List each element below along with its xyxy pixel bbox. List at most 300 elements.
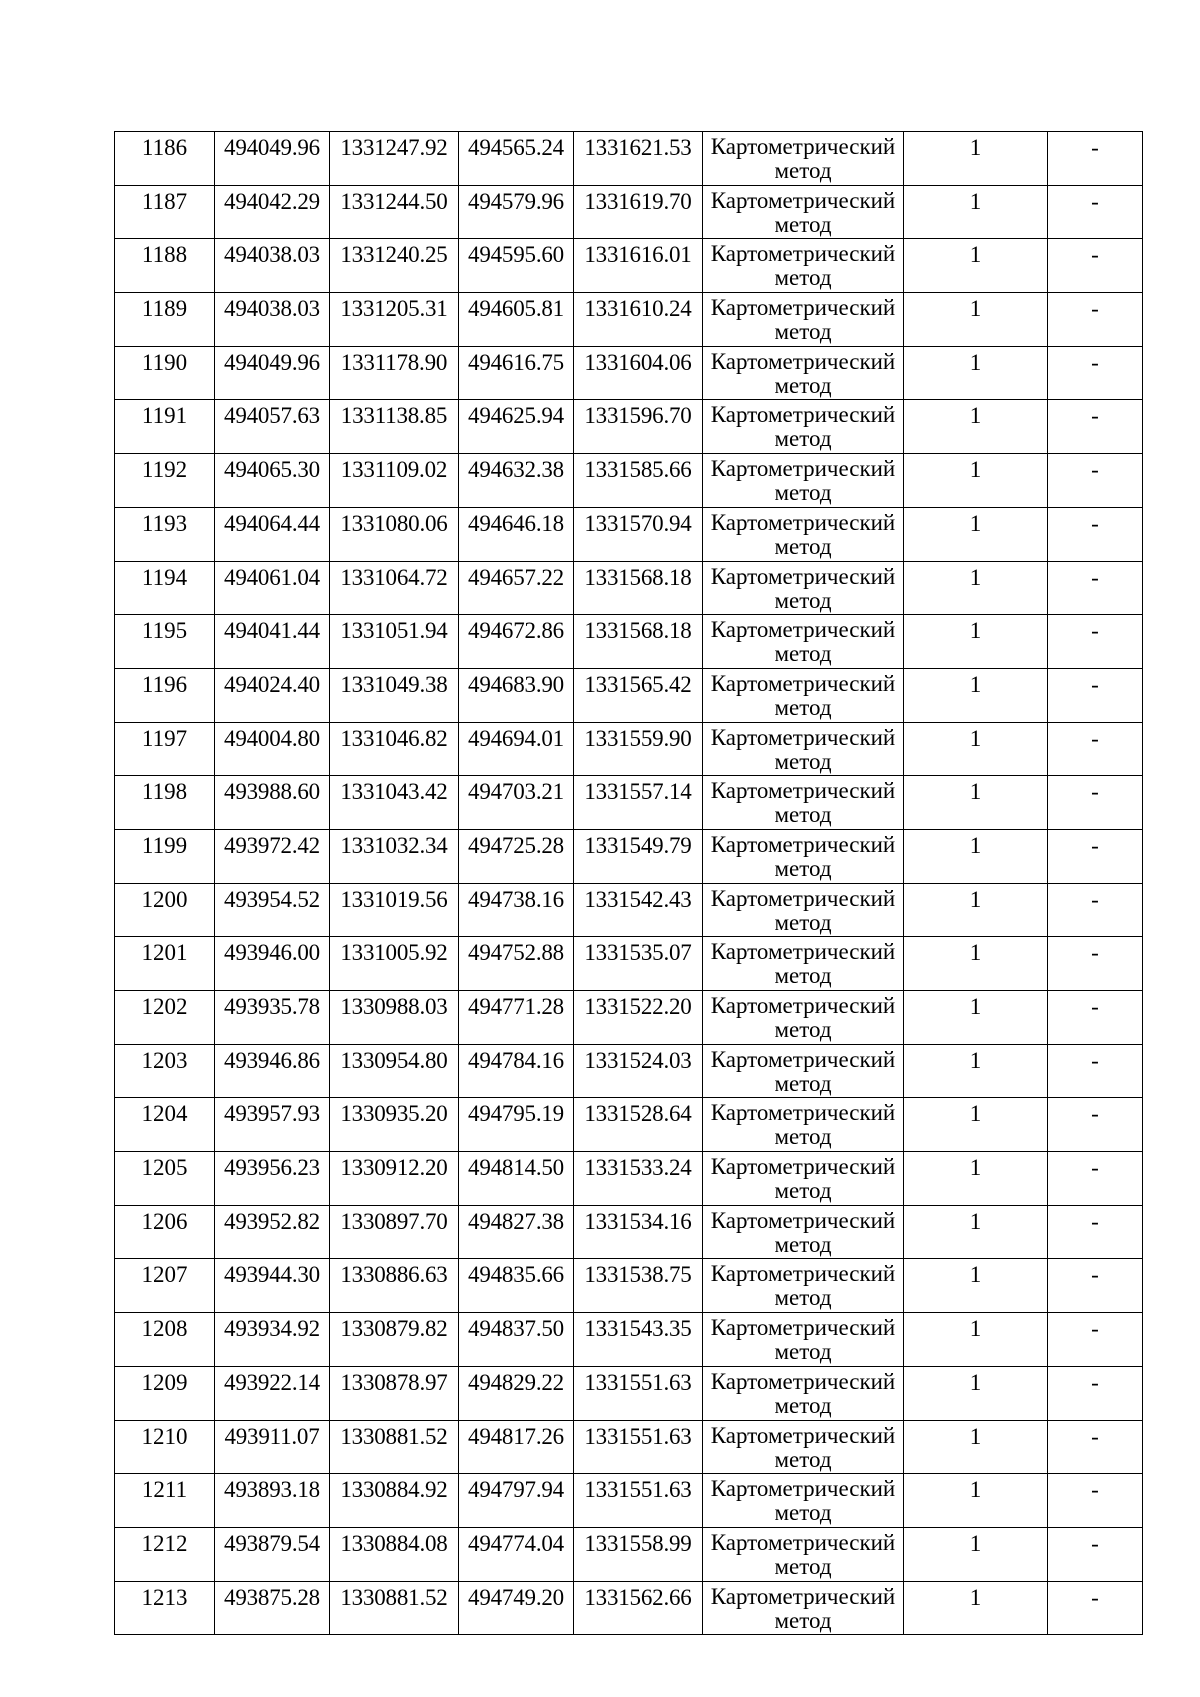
y2-cell: 1331543.35: [574, 1313, 703, 1367]
precision-cell: 1: [904, 615, 1048, 669]
y2-cell: 1331533.24: [574, 1152, 703, 1206]
point-number-cell: 1204: [115, 1098, 215, 1152]
y2-cell: 1331616.01: [574, 239, 703, 293]
method-line-2: метод: [774, 426, 832, 452]
y2-cell: 1331558.99: [574, 1527, 703, 1581]
precision-cell: 1: [904, 1474, 1048, 1528]
x1-cell: 494049.96: [215, 132, 330, 186]
x1-cell: 493911.07: [215, 1420, 330, 1474]
y1-cell: 1330988.03: [330, 991, 459, 1045]
x2-cell: 494835.66: [459, 1259, 574, 1313]
method-line-2: метод: [774, 1339, 832, 1365]
y2-cell: 1331534.16: [574, 1205, 703, 1259]
point-number-cell: 1195: [115, 615, 215, 669]
precision-cell: 1: [904, 1205, 1048, 1259]
method-cell: [703, 1205, 904, 1259]
y2-cell: 1331562.66: [574, 1581, 703, 1635]
coordinates-table: [114, 131, 1143, 1635]
method-cell: [703, 829, 904, 883]
x2-cell: 494595.60: [459, 239, 574, 293]
x1-cell: 493944.30: [215, 1259, 330, 1313]
y1-cell: 1331244.50: [330, 185, 459, 239]
method-line-2: метод: [774, 748, 832, 774]
table-row: [115, 1313, 1143, 1367]
precision-cell: 1: [904, 293, 1048, 347]
point-number-cell: 1212: [115, 1527, 215, 1581]
table-row: [115, 1044, 1143, 1098]
point-number-cell: 1187: [115, 185, 215, 239]
method-line-1: Картометрический: [710, 831, 896, 857]
method-line-1: Картометрический: [710, 1368, 896, 1394]
note-cell: -: [1048, 668, 1143, 722]
y2-cell: 1331557.14: [574, 776, 703, 830]
y1-cell: 1331247.92: [330, 132, 459, 186]
y2-cell: 1331570.94: [574, 507, 703, 561]
precision-cell: 1: [904, 1366, 1048, 1420]
method-line-1: Картометрический: [710, 348, 896, 374]
table-row: [115, 1581, 1143, 1635]
point-number-cell: 1203: [115, 1044, 215, 1098]
note-cell: -: [1048, 883, 1143, 937]
y2-cell: 1331538.75: [574, 1259, 703, 1313]
y2-cell: 1331621.53: [574, 132, 703, 186]
x1-cell: 493934.92: [215, 1313, 330, 1367]
point-number-cell: 1198: [115, 776, 215, 830]
point-number-cell: 1206: [115, 1205, 215, 1259]
method-cell: [703, 1152, 904, 1206]
table-row: [115, 722, 1143, 776]
note-cell: -: [1048, 400, 1143, 454]
method-cell: [703, 722, 904, 776]
y2-cell: 1331524.03: [574, 1044, 703, 1098]
method-cell: [703, 507, 904, 561]
precision-cell: 1: [904, 400, 1048, 454]
x2-cell: 494657.22: [459, 561, 574, 615]
point-number-cell: 1213: [115, 1581, 215, 1635]
table-row: [115, 400, 1143, 454]
x1-cell: 494065.30: [215, 454, 330, 508]
method-line-1: Картометрический: [710, 778, 896, 804]
y1-cell: 1331049.38: [330, 668, 459, 722]
x1-cell: 494049.96: [215, 346, 330, 400]
precision-cell: 1: [904, 1420, 1048, 1474]
table-row: [115, 1474, 1143, 1528]
table-row: [115, 829, 1143, 883]
x2-cell: 494683.90: [459, 668, 574, 722]
y2-cell: 1331585.66: [574, 454, 703, 508]
x1-cell: 493922.14: [215, 1366, 330, 1420]
method-line-1: Картометрический: [710, 1476, 896, 1502]
x1-cell: 493946.86: [215, 1044, 330, 1098]
y1-cell: 1331051.94: [330, 615, 459, 669]
method-line-1: Картометрический: [710, 402, 896, 428]
table-row: [115, 883, 1143, 937]
method-line-2: метод: [774, 963, 832, 989]
x2-cell: 494829.22: [459, 1366, 574, 1420]
note-cell: -: [1048, 1366, 1143, 1420]
y1-cell: 1331240.25: [330, 239, 459, 293]
method-line-1: Картометрический: [710, 456, 896, 482]
y1-cell: 1330886.63: [330, 1259, 459, 1313]
method-line-1: Картометрический: [710, 187, 896, 213]
precision-cell: 1: [904, 1527, 1048, 1581]
note-cell: -: [1048, 1152, 1143, 1206]
note-cell: -: [1048, 937, 1143, 991]
precision-cell: 1: [904, 1044, 1048, 1098]
method-line-2: метод: [774, 480, 832, 506]
x2-cell: 494703.21: [459, 776, 574, 830]
table-row: [115, 1366, 1143, 1420]
y1-cell: 1330884.92: [330, 1474, 459, 1528]
y2-cell: 1331568.18: [574, 561, 703, 615]
method-line-1: Картометрический: [710, 1422, 896, 1448]
y1-cell: 1331019.56: [330, 883, 459, 937]
y2-cell: 1331551.63: [574, 1420, 703, 1474]
x2-cell: 494646.18: [459, 507, 574, 561]
table-row: [115, 937, 1143, 991]
x2-cell: 494784.16: [459, 1044, 574, 1098]
precision-cell: 1: [904, 776, 1048, 830]
y1-cell: 1330879.82: [330, 1313, 459, 1367]
method-line-1: Картометрический: [710, 670, 896, 696]
method-line-2: метод: [774, 1446, 832, 1472]
note-cell: -: [1048, 1313, 1143, 1367]
y2-cell: 1331596.70: [574, 400, 703, 454]
precision-cell: 1: [904, 1581, 1048, 1635]
y1-cell: 1331046.82: [330, 722, 459, 776]
point-number-cell: 1192: [115, 454, 215, 508]
method-cell: [703, 346, 904, 400]
precision-cell: 1: [904, 1152, 1048, 1206]
method-line-1: Картометрический: [710, 241, 896, 267]
x2-cell: 494625.94: [459, 400, 574, 454]
x2-cell: 494771.28: [459, 991, 574, 1045]
note-cell: -: [1048, 615, 1143, 669]
table-row: [115, 1152, 1143, 1206]
point-number-cell: 1189: [115, 293, 215, 347]
method-line-2: метод: [774, 1070, 832, 1096]
point-number-cell: 1196: [115, 668, 215, 722]
y2-cell: 1331610.24: [574, 293, 703, 347]
table-row: [115, 1259, 1143, 1313]
y1-cell: 1331032.34: [330, 829, 459, 883]
point-number-cell: 1202: [115, 991, 215, 1045]
x1-cell: 493972.42: [215, 829, 330, 883]
x2-cell: 494774.04: [459, 1527, 574, 1581]
y2-cell: 1331528.64: [574, 1098, 703, 1152]
precision-cell: 1: [904, 937, 1048, 991]
x1-cell: 494004.80: [215, 722, 330, 776]
x1-cell: 493893.18: [215, 1474, 330, 1528]
method-line-2: метод: [774, 1231, 832, 1257]
method-cell: [703, 1527, 904, 1581]
note-cell: -: [1048, 561, 1143, 615]
method-line-1: Картометрический: [710, 1261, 896, 1287]
y1-cell: 1331064.72: [330, 561, 459, 615]
table-row: [115, 1420, 1143, 1474]
method-cell: [703, 1313, 904, 1367]
method-cell: [703, 185, 904, 239]
method-cell: [703, 132, 904, 186]
method-line-1: Картометрический: [710, 1154, 896, 1180]
method-cell: [703, 239, 904, 293]
x2-cell: 494738.16: [459, 883, 574, 937]
method-cell: [703, 668, 904, 722]
method-cell: [703, 937, 904, 991]
x1-cell: 493875.28: [215, 1581, 330, 1635]
note-cell: -: [1048, 185, 1143, 239]
x1-cell: 494061.04: [215, 561, 330, 615]
x2-cell: 494694.01: [459, 722, 574, 776]
method-cell: [703, 1474, 904, 1528]
precision-cell: 1: [904, 829, 1048, 883]
table-body: [115, 132, 1143, 1635]
table-row: [115, 454, 1143, 508]
point-number-cell: 1209: [115, 1366, 215, 1420]
point-number-cell: 1190: [115, 346, 215, 400]
method-line-2: метод: [774, 265, 832, 291]
x2-cell: 494837.50: [459, 1313, 574, 1367]
method-line-2: метод: [774, 1500, 832, 1526]
precision-cell: 1: [904, 454, 1048, 508]
method-line-2: метод: [774, 319, 832, 345]
y1-cell: 1330884.08: [330, 1527, 459, 1581]
y1-cell: 1330912.20: [330, 1152, 459, 1206]
method-cell: [703, 561, 904, 615]
x1-cell: 493957.93: [215, 1098, 330, 1152]
method-line-1: Картометрический: [710, 1046, 896, 1072]
method-cell: [703, 1581, 904, 1635]
method-line-1: Картометрический: [710, 1100, 896, 1126]
y1-cell: 1331205.31: [330, 293, 459, 347]
y2-cell: 1331551.63: [574, 1366, 703, 1420]
y1-cell: 1330881.52: [330, 1420, 459, 1474]
method-line-1: Картометрический: [710, 993, 896, 1018]
precision-cell: 1: [904, 239, 1048, 293]
method-line-2: метод: [774, 855, 832, 881]
method-line-2: метод: [774, 802, 832, 828]
x2-cell: 494565.24: [459, 132, 574, 186]
y2-cell: 1331542.43: [574, 883, 703, 937]
note-cell: -: [1048, 1205, 1143, 1259]
precision-cell: 1: [904, 507, 1048, 561]
method-line-2: метод: [774, 641, 832, 667]
method-cell: [703, 883, 904, 937]
x1-cell: 494042.29: [215, 185, 330, 239]
method-line-1: Картометрический: [710, 939, 896, 965]
point-number-cell: 1210: [115, 1420, 215, 1474]
point-number-cell: 1200: [115, 883, 215, 937]
table-row: [115, 185, 1143, 239]
y2-cell: 1331604.06: [574, 346, 703, 400]
note-cell: -: [1048, 239, 1143, 293]
x1-cell: 494064.44: [215, 507, 330, 561]
x2-cell: 494579.96: [459, 185, 574, 239]
y1-cell: 1330897.70: [330, 1205, 459, 1259]
x2-cell: 494827.38: [459, 1205, 574, 1259]
table-row: [115, 776, 1143, 830]
y1-cell: 1331178.90: [330, 346, 459, 400]
x2-cell: 494632.38: [459, 454, 574, 508]
x2-cell: 494616.75: [459, 346, 574, 400]
x1-cell: 494038.03: [215, 293, 330, 347]
note-cell: -: [1048, 1581, 1143, 1635]
x2-cell: 494725.28: [459, 829, 574, 883]
x2-cell: 494797.94: [459, 1474, 574, 1528]
point-number-cell: 1194: [115, 561, 215, 615]
x1-cell: 493935.78: [215, 991, 330, 1045]
y2-cell: 1331565.42: [574, 668, 703, 722]
point-number-cell: 1191: [115, 400, 215, 454]
point-number-cell: 1205: [115, 1152, 215, 1206]
method-line-1: Картометрический: [710, 1583, 896, 1609]
x1-cell: 493946.00: [215, 937, 330, 991]
y1-cell: 1331005.92: [330, 937, 459, 991]
precision-cell: 1: [904, 132, 1048, 186]
note-cell: -: [1048, 1259, 1143, 1313]
method-line-1: Картометрический: [710, 509, 896, 535]
y2-cell: 1331551.63: [574, 1474, 703, 1528]
point-number-cell: 1199: [115, 829, 215, 883]
table-row: [115, 1205, 1143, 1259]
table-row: [115, 239, 1143, 293]
method-line-2: метод: [774, 1178, 832, 1204]
method-line-2: метод: [774, 1392, 832, 1418]
precision-cell: 1: [904, 668, 1048, 722]
x2-cell: 494605.81: [459, 293, 574, 347]
method-cell: [703, 1259, 904, 1313]
y2-cell: 1331619.70: [574, 185, 703, 239]
precision-cell: 1: [904, 991, 1048, 1045]
x1-cell: 493956.23: [215, 1152, 330, 1206]
method-line-2: метод: [774, 909, 832, 935]
y2-cell: 1331568.18: [574, 615, 703, 669]
x1-cell: 493988.60: [215, 776, 330, 830]
table-row: [115, 991, 1143, 1045]
point-number-cell: 1193: [115, 507, 215, 561]
method-line-2: метод: [774, 1553, 832, 1579]
method-line-1: Картометрический: [710, 885, 896, 911]
y1-cell: 1331138.85: [330, 400, 459, 454]
y1-cell: 1331109.02: [330, 454, 459, 508]
precision-cell: 1: [904, 185, 1048, 239]
point-number-cell: 1211: [115, 1474, 215, 1528]
x1-cell: 494057.63: [215, 400, 330, 454]
x2-cell: 494795.19: [459, 1098, 574, 1152]
table-row: [115, 615, 1143, 669]
method-cell: [703, 293, 904, 347]
precision-cell: 1: [904, 1313, 1048, 1367]
y1-cell: 1330881.52: [330, 1581, 459, 1635]
method-line-1: Картометрический: [710, 1529, 896, 1555]
precision-cell: 1: [904, 722, 1048, 776]
method-line-2: метод: [774, 694, 832, 720]
method-cell: [703, 400, 904, 454]
method-line-2: метод: [774, 158, 832, 183]
note-cell: -: [1048, 829, 1143, 883]
x1-cell: 494024.40: [215, 668, 330, 722]
method-line-1: Картометрический: [710, 724, 896, 750]
x1-cell: 494038.03: [215, 239, 330, 293]
y1-cell: 1330878.97: [330, 1366, 459, 1420]
method-line-2: метод: [774, 1124, 832, 1150]
method-line-1: Картометрический: [710, 1207, 896, 1233]
x1-cell: 493954.52: [215, 883, 330, 937]
y1-cell: 1331080.06: [330, 507, 459, 561]
point-number-cell: 1188: [115, 239, 215, 293]
point-number-cell: 1201: [115, 937, 215, 991]
method-line-2: метод: [774, 533, 832, 559]
method-cell: [703, 1044, 904, 1098]
method-line-1: Картометрический: [710, 617, 896, 643]
x2-cell: 494749.20: [459, 1581, 574, 1635]
note-cell: -: [1048, 1527, 1143, 1581]
note-cell: -: [1048, 776, 1143, 830]
x2-cell: 494817.26: [459, 1420, 574, 1474]
table-row: [115, 132, 1143, 186]
table-row: [115, 293, 1143, 347]
table-row: [115, 668, 1143, 722]
table-row: [115, 346, 1143, 400]
y2-cell: 1331559.90: [574, 722, 703, 776]
note-cell: -: [1048, 132, 1143, 186]
point-number-cell: 1208: [115, 1313, 215, 1367]
y1-cell: 1330935.20: [330, 1098, 459, 1152]
note-cell: -: [1048, 1044, 1143, 1098]
table-row: [115, 1098, 1143, 1152]
precision-cell: 1: [904, 561, 1048, 615]
point-number-cell: 1207: [115, 1259, 215, 1313]
method-line-2: метод: [774, 211, 832, 237]
x1-cell: 494041.44: [215, 615, 330, 669]
note-cell: -: [1048, 1420, 1143, 1474]
note-cell: -: [1048, 1098, 1143, 1152]
method-line-2: метод: [774, 372, 832, 398]
x2-cell: 494672.86: [459, 615, 574, 669]
precision-cell: 1: [904, 883, 1048, 937]
note-cell: -: [1048, 722, 1143, 776]
precision-cell: 1: [904, 1098, 1048, 1152]
method-line-2: метод: [774, 587, 832, 613]
method-line-1: Картометрический: [710, 1315, 896, 1341]
note-cell: -: [1048, 507, 1143, 561]
x1-cell: 493879.54: [215, 1527, 330, 1581]
precision-cell: 1: [904, 1259, 1048, 1313]
method-line-1: Картометрический: [710, 563, 896, 589]
y2-cell: 1331549.79: [574, 829, 703, 883]
table-row: [115, 507, 1143, 561]
method-cell: [703, 615, 904, 669]
point-number-cell: 1197: [115, 722, 215, 776]
method-cell: [703, 776, 904, 830]
method-cell: [703, 1366, 904, 1420]
method-cell: [703, 991, 904, 1045]
table-row: [115, 561, 1143, 615]
note-cell: -: [1048, 991, 1143, 1045]
x2-cell: 494752.88: [459, 937, 574, 991]
method-line-2: метод: [774, 1285, 832, 1311]
y1-cell: 1331043.42: [330, 776, 459, 830]
method-cell: [703, 1098, 904, 1152]
note-cell: -: [1048, 454, 1143, 508]
y2-cell: 1331535.07: [574, 937, 703, 991]
method-line-2: метод: [774, 1607, 832, 1633]
note-cell: -: [1048, 1474, 1143, 1528]
method-cell: [703, 454, 904, 508]
y1-cell: 1330954.80: [330, 1044, 459, 1098]
method-line-1: Картометрический: [710, 134, 896, 159]
method-line-1: Картометрический: [710, 295, 896, 321]
